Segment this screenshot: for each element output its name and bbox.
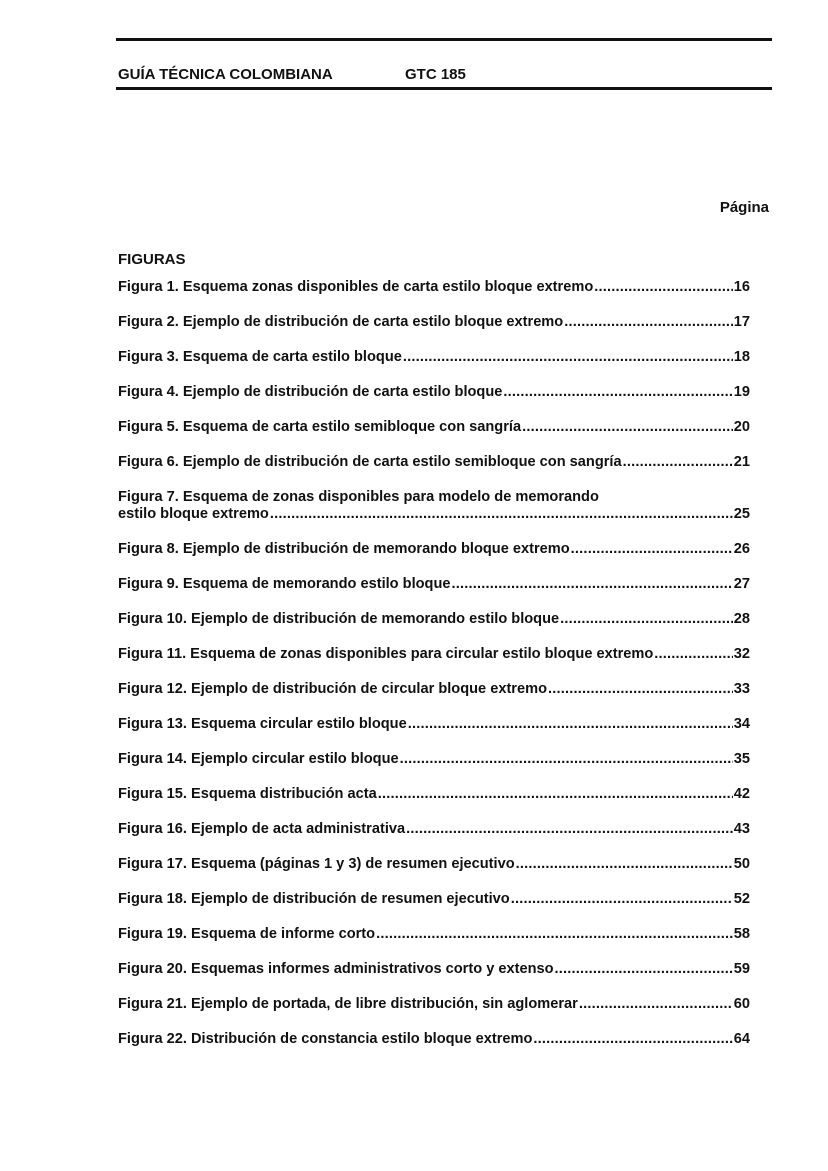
dot-leader bbox=[548, 681, 733, 698]
header-bottom-rule bbox=[116, 87, 772, 90]
figure-entry[interactable] bbox=[118, 856, 750, 873]
dot-leader bbox=[516, 856, 733, 873]
figure-entry-page-number: 16 bbox=[733, 279, 750, 295]
figure-entry-page-number: 25 bbox=[733, 506, 750, 522]
figure-entry-title: Figura 9. Esquema de memorando estilo bloque bbox=[118, 576, 451, 592]
figure-entry[interactable] bbox=[118, 489, 750, 523]
figure-entry-line bbox=[118, 996, 750, 1013]
figure-entry-page-number: 27 bbox=[733, 576, 750, 592]
figure-entry-line bbox=[118, 681, 750, 698]
figure-entry-title: Figura 4. Ejemplo de distribución de carta estilo bloque bbox=[118, 384, 503, 400]
figure-entry[interactable] bbox=[118, 961, 750, 978]
figure-entry[interactable] bbox=[118, 419, 750, 436]
figure-entry[interactable] bbox=[118, 279, 750, 296]
figure-entry[interactable] bbox=[118, 1031, 750, 1048]
figure-entry-title: Figura 15. Esquema distribución acta bbox=[118, 786, 377, 802]
dot-leader bbox=[400, 751, 733, 768]
figure-entry-line bbox=[118, 891, 750, 908]
figure-entry-line bbox=[118, 646, 750, 663]
figure-entry-title: Figura 16. Ejemplo de acta administrativa bbox=[118, 821, 406, 837]
figure-entry[interactable] bbox=[118, 716, 750, 733]
figure-entry-title: estilo bloque extremo bbox=[118, 506, 269, 522]
figure-entry[interactable] bbox=[118, 541, 750, 558]
figure-entry[interactable] bbox=[118, 786, 750, 803]
figure-entry-title: Figura 14. Ejemplo circular estilo bloque bbox=[118, 751, 399, 767]
figure-entry-title: Figura 5. Esquema de carta estilo semibloque con sangría bbox=[118, 419, 522, 435]
figure-entry-page-number: 20 bbox=[733, 419, 750, 435]
figure-entry[interactable] bbox=[118, 891, 750, 908]
figure-entry[interactable] bbox=[118, 454, 750, 471]
figure-entry-page-number: 60 bbox=[733, 996, 750, 1012]
figure-entry-page-number: 35 bbox=[733, 751, 750, 767]
figure-entry[interactable] bbox=[118, 751, 750, 768]
figure-entry[interactable] bbox=[118, 926, 750, 943]
figure-entry-line bbox=[118, 786, 750, 803]
figure-entry-line bbox=[118, 454, 750, 471]
figure-entry[interactable] bbox=[118, 611, 750, 628]
figure-entry-line bbox=[118, 961, 750, 978]
figure-entry-page-number: 34 bbox=[733, 716, 750, 732]
figure-entry-line bbox=[118, 751, 750, 768]
figure-entry-line bbox=[118, 419, 750, 436]
figure-entry-page-number: 17 bbox=[733, 314, 750, 330]
dot-leader bbox=[571, 541, 733, 558]
figures-list bbox=[118, 279, 750, 1066]
section-title: FIGURAS bbox=[118, 251, 186, 268]
figure-entry-line bbox=[118, 926, 750, 943]
figure-entry-page-number: 58 bbox=[733, 926, 750, 942]
figure-entry-title: Figura 10. Ejemplo de distribución de memorando estilo bloque bbox=[118, 611, 560, 627]
figure-entry-page-number: 33 bbox=[733, 681, 750, 697]
figure-entry-page-number: 21 bbox=[733, 454, 750, 470]
figure-entry-title: Figura 8. Ejemplo de distribución de memorando bloque extremo bbox=[118, 541, 570, 557]
dot-leader bbox=[594, 279, 733, 296]
figure-entry-title: Figura 1. Esquema zonas disponibles de carta estilo bloque extremo bbox=[118, 279, 594, 295]
figure-entry-line bbox=[118, 1031, 750, 1048]
figure-entry-line bbox=[118, 314, 750, 331]
figure-entry[interactable] bbox=[118, 384, 750, 401]
dot-leader bbox=[270, 506, 733, 523]
figure-entry-title-line1: Figura 7. Esquema de zonas disponibles para modelo de memorando bbox=[118, 489, 599, 505]
dot-leader bbox=[403, 349, 733, 366]
dot-leader bbox=[451, 576, 732, 593]
figure-entry-line bbox=[118, 541, 750, 558]
figure-entry-page-number: 52 bbox=[733, 891, 750, 907]
figure-entry-title: Figura 19. Esquema de informe corto bbox=[118, 926, 376, 942]
figure-entry-title: Figura 22. Distribución de constancia estilo bloque extremo bbox=[118, 1031, 533, 1047]
figure-entry-page-number: 50 bbox=[733, 856, 750, 872]
header-organization: GUÍA TÉCNICA COLOMBIANA bbox=[118, 66, 333, 83]
dot-leader bbox=[503, 384, 732, 401]
figure-entry-line bbox=[118, 611, 750, 628]
figure-entry-title: Figura 20. Esquemas informes administrativos corto y extenso bbox=[118, 961, 554, 977]
dot-leader bbox=[555, 961, 733, 978]
figure-entry-line bbox=[118, 576, 750, 593]
figure-entry-page-number: 43 bbox=[733, 821, 750, 837]
dot-leader bbox=[408, 716, 733, 733]
figure-entry[interactable] bbox=[118, 996, 750, 1013]
dot-leader bbox=[406, 821, 733, 838]
figure-entry-title: Figura 3. Esquema de carta estilo bloque bbox=[118, 349, 402, 365]
figure-entry-line bbox=[118, 349, 750, 366]
figure-entry-title: Figura 13. Esquema circular estilo bloque bbox=[118, 716, 407, 732]
figure-entry-title: Figura 11. Esquema de zonas disponibles para circular estilo bloque extremo bbox=[118, 646, 654, 662]
figure-entry-line bbox=[118, 821, 750, 838]
dot-leader bbox=[560, 611, 733, 628]
figure-entry-line bbox=[118, 716, 750, 733]
figure-entry-title: Figura 12. Ejemplo de distribución de circular bloque extremo bbox=[118, 681, 547, 697]
figure-entry-title: Figura 21. Ejemplo de portada, de libre distribución, sin aglomerar bbox=[118, 996, 578, 1012]
header-top-rule bbox=[116, 38, 772, 41]
figure-entry-title: Figura 18. Ejemplo de distribución de resumen ejecutivo bbox=[118, 891, 510, 907]
figure-entry-page-number: 59 bbox=[733, 961, 750, 977]
dot-leader bbox=[378, 786, 733, 803]
page-column-label: Página bbox=[719, 199, 769, 216]
dot-leader bbox=[654, 646, 733, 663]
figure-entry[interactable] bbox=[118, 576, 750, 593]
figure-entry[interactable] bbox=[118, 646, 750, 663]
figure-entry-page-number: 64 bbox=[733, 1031, 750, 1047]
dot-leader bbox=[522, 419, 733, 436]
figure-entry-page-number: 18 bbox=[733, 349, 750, 365]
dot-leader bbox=[579, 996, 733, 1013]
header-document-code: GTC 185 bbox=[405, 66, 466, 83]
dot-leader bbox=[623, 454, 733, 471]
dot-leader bbox=[376, 926, 733, 943]
figure-entry-line bbox=[118, 856, 750, 873]
dot-leader bbox=[564, 314, 733, 331]
figure-entry[interactable] bbox=[118, 821, 750, 838]
figure-entry[interactable] bbox=[118, 349, 750, 366]
figure-entry-title: Figura 17. Esquema (páginas 1 y 3) de resumen ejecutivo bbox=[118, 856, 515, 872]
figure-entry[interactable] bbox=[118, 681, 750, 698]
figure-entry-page-number: 26 bbox=[733, 541, 750, 557]
dot-leader bbox=[511, 891, 733, 908]
figure-entry-page-number: 19 bbox=[733, 384, 750, 400]
figure-entry[interactable] bbox=[118, 314, 750, 331]
dot-leader bbox=[533, 1031, 732, 1048]
figure-entry-line bbox=[118, 506, 750, 523]
figure-entry-title: Figura 2. Ejemplo de distribución de carta estilo bloque extremo bbox=[118, 314, 564, 330]
figure-entry-title: Figura 6. Ejemplo de distribución de carta estilo semibloque con sangría bbox=[118, 454, 622, 470]
figure-entry-page-number: 42 bbox=[733, 786, 750, 802]
figure-entry-line bbox=[118, 279, 750, 296]
figure-entry-page-number: 32 bbox=[733, 646, 750, 662]
figure-entry-line bbox=[118, 384, 750, 401]
figure-entry-page-number: 28 bbox=[733, 611, 750, 627]
